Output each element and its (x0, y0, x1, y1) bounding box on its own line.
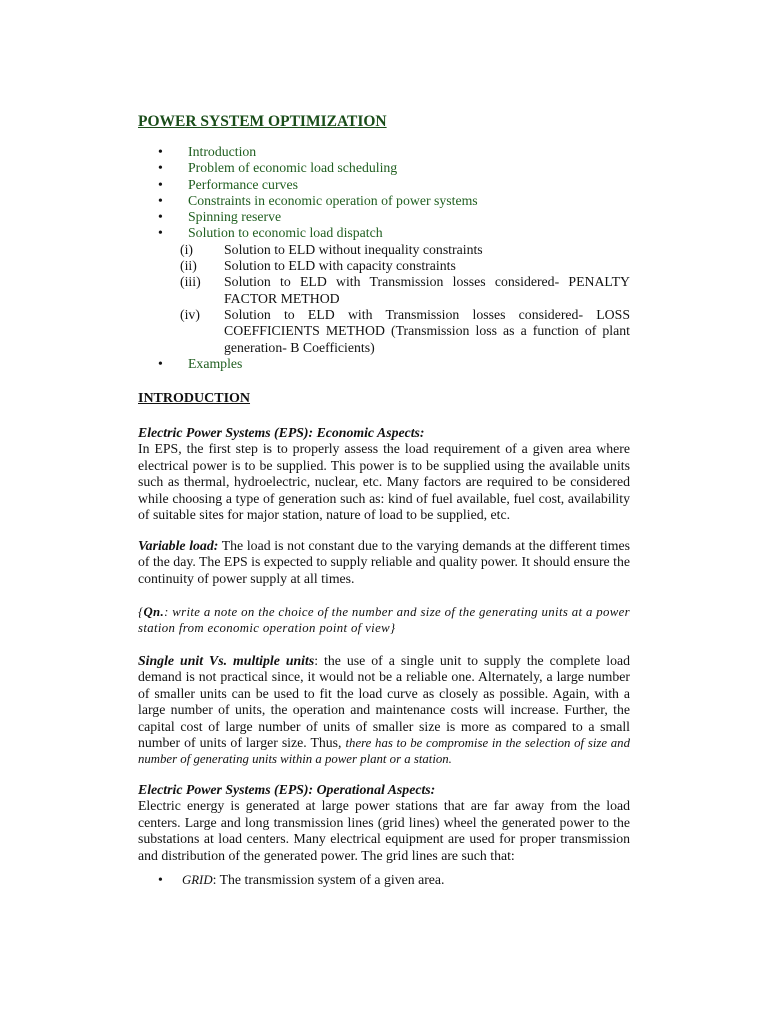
list-item-grid: • GRID: The transmission system of a given area. (158, 872, 445, 887)
page-title: POWER SYSTEM OPTIMIZATION (138, 113, 387, 130)
toc-sub-item: (i) Solution to ELD without inequality constraints (180, 241, 483, 257)
bullet-icon: • (158, 209, 163, 225)
section-heading-introduction: INTRODUCTION (138, 391, 251, 406)
toc-item: • Problem of economic load scheduling (158, 160, 398, 176)
subheading-operational-aspects: Electric Power Systems (EPS): Operational Aspects: (138, 782, 436, 797)
paragraph-variable-load: Variable load: The load is not constant due to the varying demands at the different times of the day. The EPS is expected to supply reliable and quality power. It should ensure the continuity of power supply at all times. (138, 538, 630, 586)
toc-item: • Spinning reserve (158, 209, 282, 225)
paragraph-operational-aspects: Electric Power Systems (EPS): Operational Aspects: Electric energy is generated at large power stations that are far away from the load centers. Large and long transmission lines (grid lines) wheel the generated power to the substations at load centers. Many electrical equipment are used for proper transmission and distribution of the generated power. The grid lines are such that: (138, 782, 630, 863)
bullet-icon: • (158, 872, 163, 887)
bullet-icon: • (158, 176, 163, 192)
paragraph-economic-aspects: Electric Power Systems (EPS): Economic Aspects: In EPS, the first step is to properly assess the load requirement of a given area where electrical power is to be supplied. This power is to be supplied using the available units such as thermal, hydroelectric, nuclear, etc. Many factors are required to be considered while choosing a type of generation such as: kind of fuel available, fuel cost, availability of suitable sites for major station, nature of load to be supplied, etc. (138, 425, 630, 523)
toc-sub-item: (iv) Solution to ELD with Transmission losses considered- LOSS COEFFICIENTS METHOD (Transmission loss as a function of plant generation- B Coefficients) (180, 306, 630, 355)
toc-item: • Performance curves (158, 176, 298, 192)
toc-sub-item: (ii) Solution to ELD with capacity constraints (180, 258, 456, 274)
bullet-icon: • (158, 225, 163, 241)
table-of-contents (138, 144, 630, 372)
bullet-icon: • (158, 192, 163, 208)
toc-item: • Introduction (158, 144, 257, 159)
paragraph-single-unit: Single unit Vs. multiple units: the use of a single unit to supply the complete load demand is not practical since, it would not be a reliable one. Alternately, a large number of smaller units can be used to fit the load curve as closely as possible. Again, with a large number of units, the operation and maintenance costs will increase. Further, the capital cost of large number of units of smaller size is more as compared to a small number of units of larger size. Thus, there has to be compromise in the selection of size and number of generating units within a power plant or a station. (138, 653, 630, 767)
question-note: {Qn.: write a note on the choice of the number and size of the generating units at a power station from economic operation point of view} (138, 605, 630, 636)
toc-sub-item: (iii) Solution to ELD with Transmission losses considered- PENALTY FACTOR METHOD (180, 274, 630, 306)
toc-item: • Examples (158, 355, 243, 371)
toc-item: • Solution to economic load dispatch (158, 225, 383, 241)
toc-sub-list (138, 242, 630, 356)
toc-item: • Constraints in economic operation of power systems (158, 192, 478, 208)
subheading-economic-aspects: Electric Power Systems (EPS): Economic Aspects: (138, 425, 425, 440)
bullet-icon: • (158, 160, 163, 176)
bullet-icon: • (158, 355, 163, 371)
bullet-icon: • (158, 144, 163, 159)
